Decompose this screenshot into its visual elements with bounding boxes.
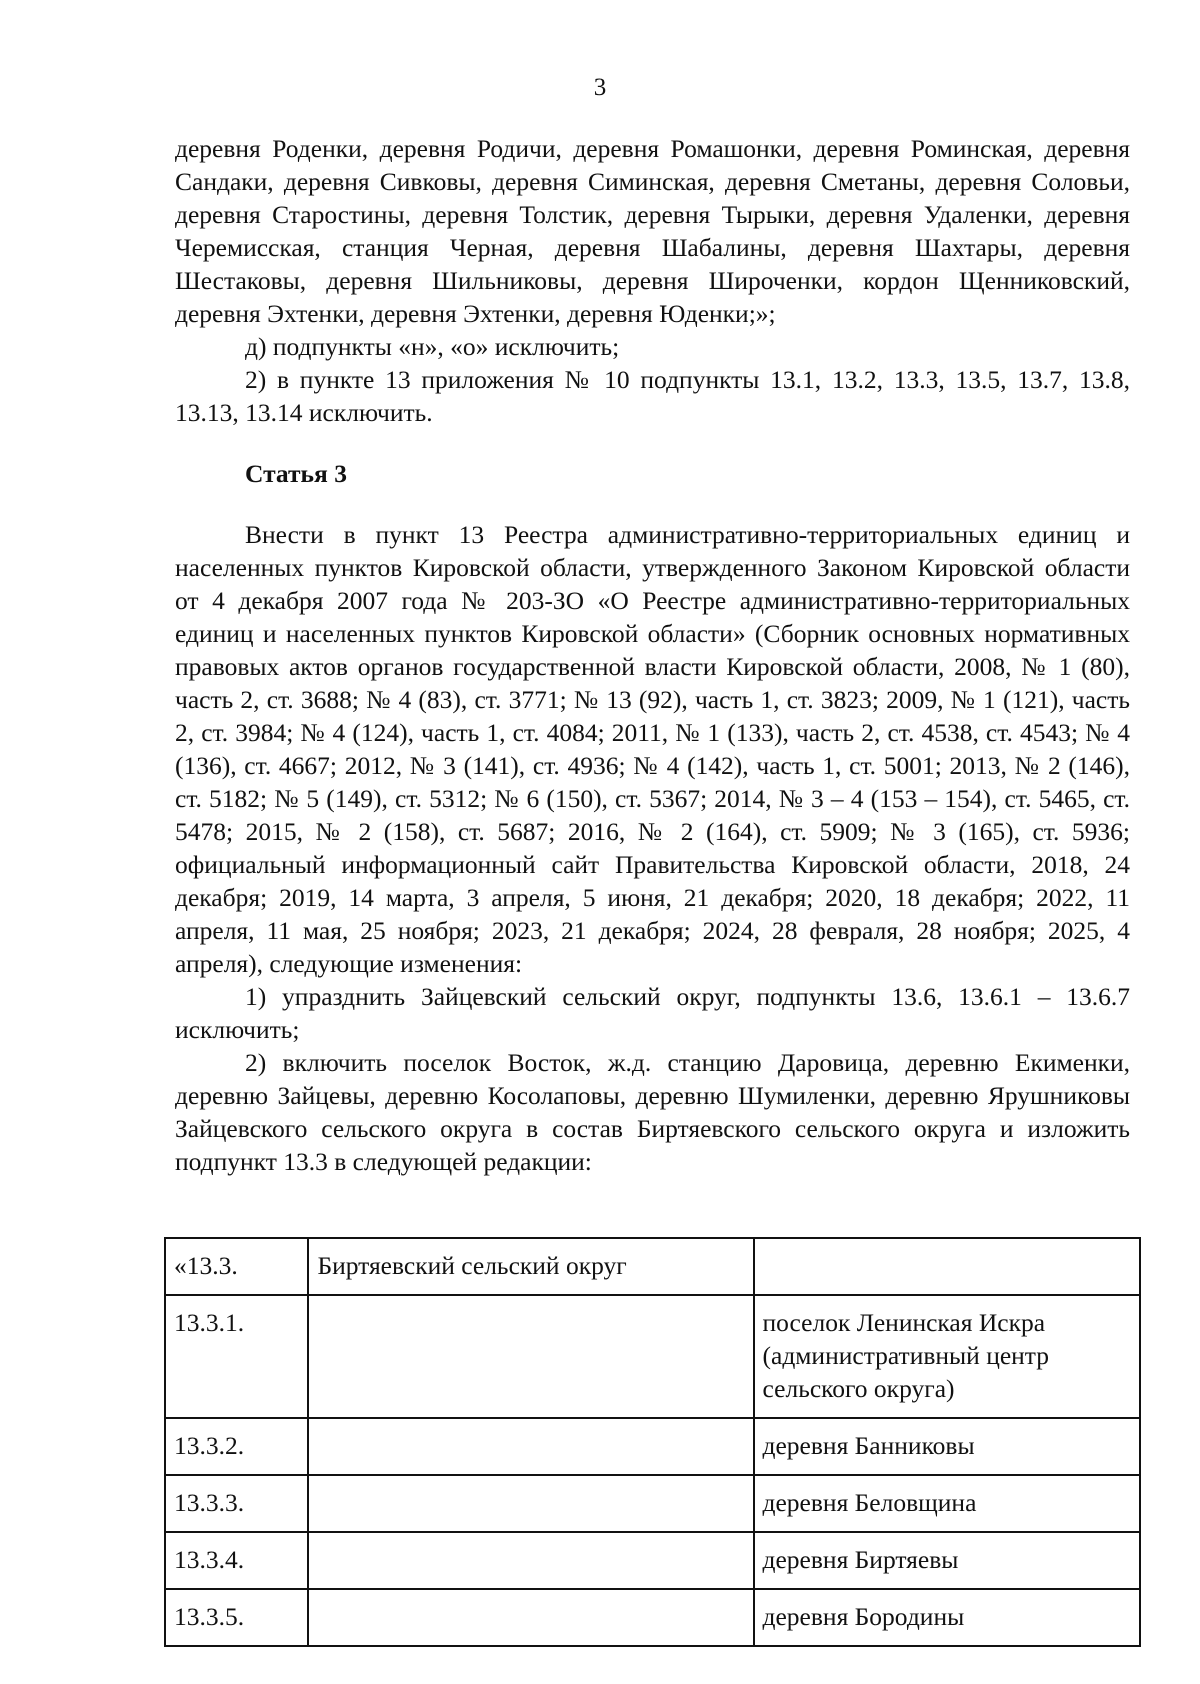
paragraph-change-1: 1) упразднить Зайцевский сельский округ, подпункты 13.6, 13.6.1 – 13.6.7 исключить; — [175, 982, 1130, 1044]
row-number-cell: 13.3.3. — [165, 1475, 308, 1532]
settlement-cell: деревня Биртяевы — [754, 1532, 1140, 1589]
paragraph-settlement-list: деревня Роденки, деревня Родичи, деревня Ромашонки, деревня Роминская, деревня Сандаки, деревня Сивковы, деревня Симинская, деревня Сметаны, деревня Соловьи, деревня Старостины, деревня Толстик, деревня Тырыки, деревня Удаленки, деревня Черемисская, станция Черная, деревня Шабалины, деревня Шахтары, деревня Шестаковы, деревня Шильниковы, деревня Широченки, кордон Щенниковский, деревня Эхтенки, деревня Эхтенки, деревня Юденки;»; — [175, 134, 1130, 328]
unit-name-cell — [308, 1589, 753, 1646]
table-row — [165, 1532, 1140, 1589]
settlement-cell: деревня Банниковы — [754, 1418, 1140, 1475]
paragraph-subitem-d: д) подпункты «н», «о» исключить; — [245, 332, 620, 361]
settlement-cell: деревня Бородины — [754, 1589, 1140, 1646]
article-heading: Статья 3 — [245, 459, 347, 488]
unit-name-cell — [308, 1418, 753, 1475]
paragraph-article-3-intro: Внести в пункт 13 Реестра административно-территориальных единиц и населенных пунктов Кировской области, утвержденного Законом Кировской области от 4 декабря 2007 года № 203-ЗО «О Реестре административно-территориальных единиц и населенных пунктов Кировской области» (Сборник основных нормативных правовых актов органов государственной власти Кировской области, 2008, № 1 (80), часть 2, ст. 3688; № 4 (83), ст. 3771; № 13 (92), часть 1, ст. 3823; 2009, № 1 (121), часть 2, ст. 3984; № 4 (124), часть 1, ст. 4084; 2011, № 1 (133), часть 2, ст. 4538, ст. 4543; № 4 (136), ст. 4667; 2012, № 3 (141), ст. 4936; № 4 (142), часть 1, ст. 5001; 2013, № 2 (146), ст. 5182; № 5 (149), ст. 5312; № 6 (150), ст. 5367; 2014, № 3 – 4 (153 – 154), ст. 5465, ст. 5478; 2015, № 2 (158), ст. 5687; 2016, № 2 (164), ст. 5909; № 3 (165), ст. 5936; официальный информационный сайт Правительства Кировской области, 2018, 24 декабря; 2019, 14 марта, 3 апреля, 5 июня, 21 декабря; 2020, 18 декабря; 2022, 11 апреля, 11 мая, 25 ноября; 2023, 21 декабря; 2024, 28 февраля, 28 ноября; 2025, 4 апреля), следующие изменения: — [175, 520, 1130, 978]
row-number-cell: «13.3. — [165, 1238, 308, 1295]
settlement-cell: поселок Ленинская Искра (административный центр сельского округа) — [754, 1295, 1140, 1418]
paragraph-change-2: 2) включить поселок Восток, ж.д. станцию Даровица, деревню Екименки, деревню Зайцевы, деревню Косолаповы, деревню Шумиленки, деревню Ярушниковы Зайцевского сельского округа в состав Биртяевского сельского округа и изложить подпункт 13.3 в следующей редакции: — [175, 1048, 1130, 1176]
registry-table — [164, 1237, 1141, 1647]
unit-name-cell — [308, 1475, 753, 1532]
unit-name-cell — [308, 1295, 753, 1418]
table-row — [165, 1589, 1140, 1646]
row-number-cell: 13.3.5. — [165, 1589, 308, 1646]
row-number-cell: 13.3.2. — [165, 1418, 308, 1475]
table-row — [165, 1475, 1140, 1532]
table-row — [165, 1295, 1140, 1418]
document-body — [175, 132, 1130, 1178]
row-number-cell: 13.3.4. — [165, 1532, 308, 1589]
unit-name-cell: Биртяевский сельский округ — [308, 1238, 753, 1295]
table-row — [165, 1418, 1140, 1475]
settlement-cell: деревня Беловщина — [754, 1475, 1140, 1532]
unit-name-cell — [308, 1532, 753, 1589]
paragraph-item-2: 2) в пункте 13 приложения № 10 подпункты 13.1, 13.2, 13.3, 13.5, 13.7, 13.8, 13.13, 13.14 исключить. — [175, 365, 1130, 427]
page-number: 3 — [593, 74, 607, 101]
settlement-cell — [754, 1238, 1140, 1295]
row-number-cell: 13.3.1. — [165, 1295, 308, 1418]
table-row — [165, 1238, 1140, 1295]
